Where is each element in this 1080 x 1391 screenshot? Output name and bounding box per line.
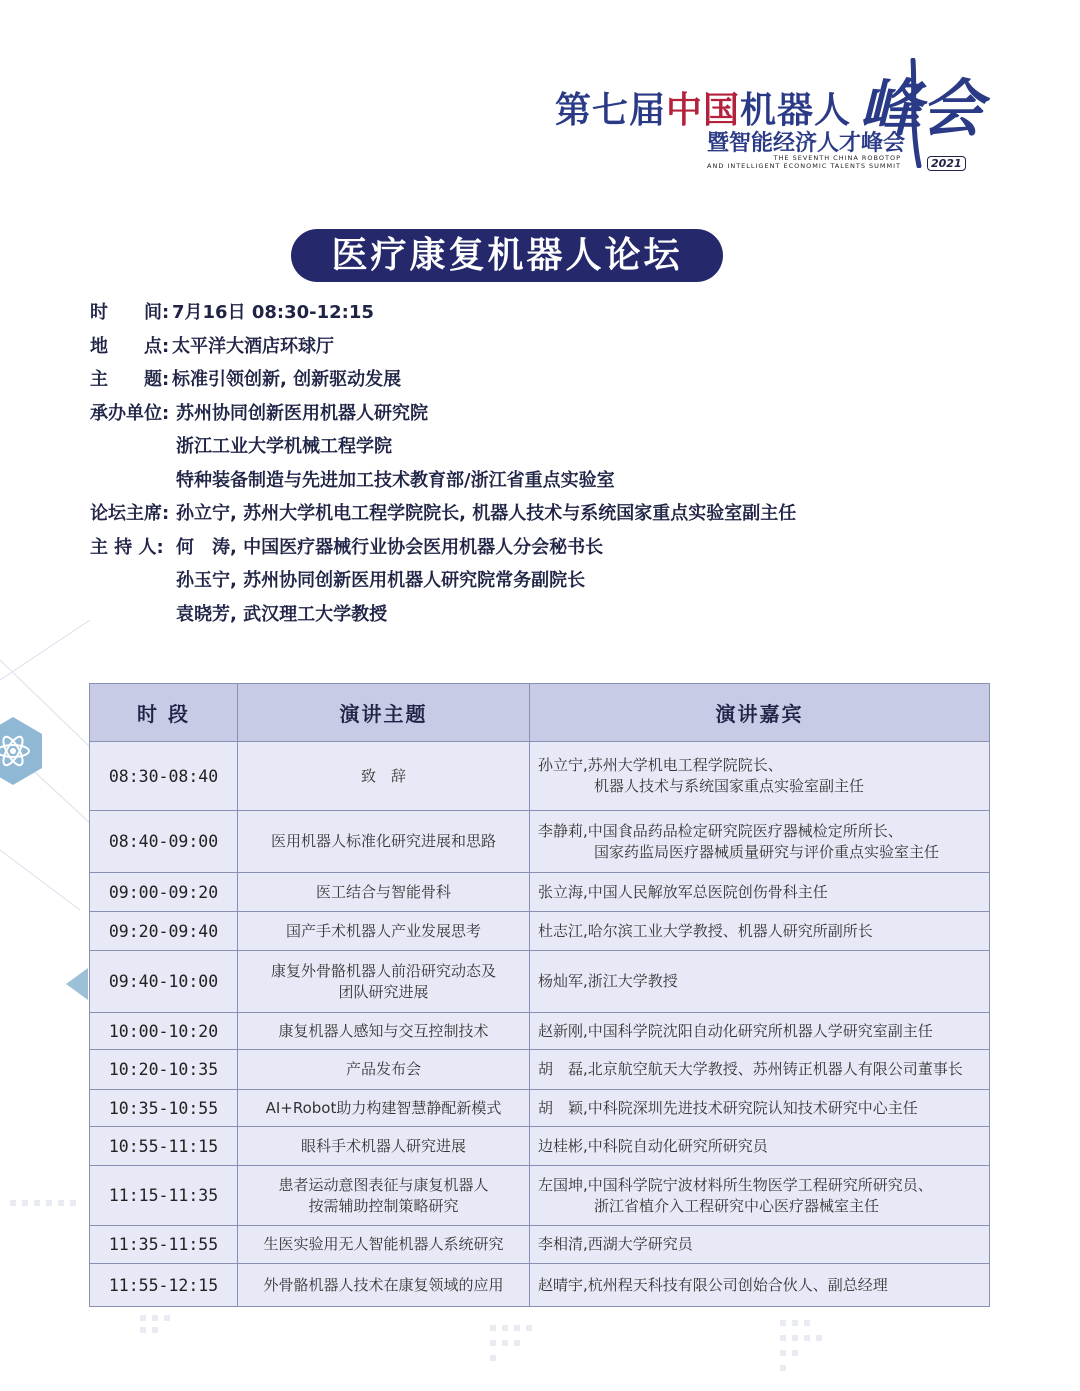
- row-speaker: [530, 1127, 990, 1166]
- table-row: [90, 1090, 990, 1127]
- row-speaker: [530, 1050, 990, 1090]
- logo-title-line1: 第七届中国机器人: [555, 90, 852, 131]
- info-host-1: 何 涛, 中国医疗器械行业协会医用机器人分会秘书长: [176, 536, 604, 558]
- info-time-row: [90, 296, 990, 330]
- row-speaker-line: 杨灿军,浙江大学教授: [538, 972, 678, 990]
- row-topic: [238, 742, 530, 811]
- forum-info: [90, 296, 990, 631]
- row-topic-line: 生医实验用无人智能机器人系统研究: [263, 1235, 504, 1253]
- info-host-row-3: [90, 598, 990, 632]
- row-time: 11:55-12:15: [90, 1264, 238, 1307]
- table-row: [90, 1013, 990, 1050]
- row-speaker: [530, 1090, 990, 1127]
- info-organizer-row-2: [90, 430, 990, 464]
- row-speaker: [530, 1013, 990, 1050]
- header-speaker: 演讲嘉宾: [530, 684, 990, 742]
- table-row: [90, 1264, 990, 1307]
- info-place-value: 太平洋大酒店环球厅: [172, 335, 334, 357]
- row-speaker: [530, 873, 990, 912]
- info-organizer-2: 浙江工业大学机械工程学院: [176, 436, 392, 457]
- info-theme-value: 标准引领创新, 创新驱动发展: [172, 369, 402, 390]
- row-topic: [238, 912, 530, 951]
- row-topic-line: 眼科手术机器人研究进展: [300, 1136, 466, 1155]
- row-time: 10:55-11:15: [90, 1127, 238, 1166]
- row-topic-line: 康复机器人感知与交互控制技术: [278, 1021, 489, 1040]
- row-speaker: [530, 1226, 990, 1264]
- row-speaker: [530, 1264, 990, 1307]
- row-topic: [238, 811, 530, 873]
- row-topic: [238, 1226, 530, 1264]
- row-time: 09:00-09:20: [90, 873, 238, 912]
- row-time: 09:40-10:00: [90, 951, 238, 1013]
- logo-year-badge: 2021: [927, 156, 966, 171]
- row-topic-line: 团队研究进展: [338, 982, 429, 1001]
- row-speaker-line: 孙立宁,苏州大学机电工程学院院长、: [538, 756, 783, 774]
- schedule-table-wrapper: [89, 683, 989, 1305]
- row-time: 08:30-08:40: [90, 742, 238, 811]
- row-speaker-line: 李相清,西湖大学研究员: [538, 1235, 693, 1253]
- info-host-2: 孙玉宁, 苏州协同创新医用机器人研究院常务副院长: [176, 570, 586, 591]
- info-organizer-row: [90, 397, 990, 431]
- row-topic: [238, 951, 530, 1013]
- forum-title: 医疗康复机器人论坛: [291, 229, 723, 282]
- triangle-marker-icon: [66, 968, 88, 1000]
- row-topic-line: 国产手术机器人产业发展思考: [285, 921, 481, 940]
- row-speaker-line: 赵晴宇,杭州程天科技有限公司创始合伙人、副总经理: [538, 1275, 888, 1294]
- row-topic-line: AI+Robot助力构建智慧静配新模式: [265, 1098, 502, 1117]
- table-row: [90, 1166, 990, 1226]
- row-time: 09:20-09:40: [90, 912, 238, 951]
- row-time: 11:35-11:55: [90, 1226, 238, 1264]
- info-host-row-2: [90, 564, 990, 598]
- table-row: [90, 912, 990, 951]
- info-organizer-3: 特种装备制造与先进加工技术教育部/浙江省重点实验室: [176, 469, 615, 491]
- info-host-3: 袁晓芳, 武汉理工大学教授: [176, 603, 388, 625]
- row-topic: [238, 1013, 530, 1050]
- logo-english-subtitle: THE SEVENTH CHINA ROBOTOP AND INTELLIGENT ECONOMIC TALENTS SUMMIT: [707, 154, 901, 170]
- info-theme-label: 主 题:: [90, 369, 170, 390]
- info-place-row: [90, 330, 990, 364]
- row-speaker-line: 胡 磊,北京航空航天大学教授、苏州铸正机器人有限公司董事长: [538, 1060, 963, 1078]
- info-host-label: 主 持 人:: [90, 536, 164, 558]
- row-speaker-line: 胡 颖,中科院深圳先进技术研究院认知技术研究中心主任: [538, 1098, 918, 1117]
- row-topic: [238, 1264, 530, 1307]
- info-place-label: 地 点:: [90, 335, 170, 357]
- header-time: 时 段: [90, 684, 238, 742]
- row-speaker: [530, 811, 990, 873]
- info-organizer-row-3: [90, 464, 990, 498]
- header-topic: 演讲主题: [238, 684, 530, 742]
- row-topic-line: 外骨骼机器人技术在康复领域的应用: [263, 1275, 504, 1294]
- row-speaker: [530, 1166, 990, 1226]
- info-chair-label: 论坛主席:: [90, 503, 170, 524]
- row-time: 11:15-11:35: [90, 1166, 238, 1226]
- row-topic-line: 患者运动意图表征与康复机器人: [278, 1175, 489, 1194]
- table-row: [90, 951, 990, 1013]
- row-topic-line: 致 辞: [360, 766, 406, 785]
- logo-title-line2: 暨智能经济人才峰会: [707, 131, 906, 156]
- info-host-row: [90, 531, 990, 565]
- row-topic-line: 康复外骨骼机器人前沿研究动态及: [270, 961, 496, 980]
- schedule-table: [89, 683, 990, 1307]
- row-topic: [238, 1050, 530, 1090]
- table-row: [90, 1050, 990, 1090]
- row-time: 10:20-10:35: [90, 1050, 238, 1090]
- row-speaker-line: 张立海,中国人民解放军总医院创伤骨科主任: [538, 882, 828, 901]
- info-time-label: 时 间:: [90, 302, 170, 323]
- table-row: [90, 1226, 990, 1264]
- row-speaker: [530, 951, 990, 1013]
- atom-hexagon-icon: [0, 715, 44, 787]
- row-topic-line: 按需辅助控制策略研究: [308, 1196, 459, 1215]
- row-topic-line: 医用机器人标准化研究进展和思路: [270, 832, 496, 850]
- row-topic: [238, 1127, 530, 1166]
- table-row: [90, 873, 990, 912]
- row-speaker-line: 边桂彬,中科院自动化研究所研究员: [538, 1136, 768, 1155]
- row-speaker-line: 机器人技术与系统国家重点实验室副主任: [594, 777, 865, 795]
- row-topic: [238, 1166, 530, 1226]
- table-row: [90, 742, 990, 811]
- logo-calligraphy: [853, 58, 993, 168]
- row-topic: [238, 1090, 530, 1127]
- svg-text:峰会: 峰会: [859, 72, 984, 145]
- row-speaker-line: 杜志江,哈尔滨工业大学教授、机器人研究所副所长: [538, 921, 873, 940]
- row-topic: [238, 873, 530, 912]
- table-row: [90, 1127, 990, 1166]
- info-organizer-label: 承办单位:: [90, 402, 170, 424]
- row-speaker: [530, 912, 990, 951]
- table-header-row: [90, 684, 990, 742]
- row-speaker-line: 赵新刚,中国科学院沈阳自动化研究所机器人学研究室副主任: [538, 1021, 933, 1040]
- info-chair-value: 孙立宁, 苏州大学机电工程学院院长, 机器人技术与系统国家重点实验室副主任: [176, 503, 797, 524]
- row-speaker-line: 左国坤,中国科学院宁波材料所生物医学工程研究所研究员、: [538, 1175, 933, 1194]
- row-speaker-line: 李静莉,中国食品药品检定研究院医疗器械检定所所长、: [538, 821, 903, 840]
- row-topic-line: 医工结合与智能骨科: [315, 882, 451, 901]
- row-speaker-line: 浙江省植介入工程研究中心医疗器械室主任: [594, 1196, 880, 1215]
- row-time: 08:40-09:00: [90, 811, 238, 873]
- info-theme-row: [90, 363, 990, 397]
- info-chair-row: [90, 497, 990, 531]
- row-time: 10:00-10:20: [90, 1013, 238, 1050]
- info-organizer-1: 苏州协同创新医用机器人研究院: [176, 402, 428, 424]
- row-speaker: [530, 742, 990, 811]
- table-row: [90, 811, 990, 873]
- row-speaker-line: 国家药监局医疗器械质量研究与评价重点实验室主任: [594, 842, 940, 861]
- summit-logo: [555, 72, 995, 177]
- info-time-value: 7月16日 08:30-12:15: [172, 302, 374, 323]
- row-topic-line: 产品发布会: [345, 1060, 421, 1078]
- row-time: 10:35-10:55: [90, 1090, 238, 1127]
